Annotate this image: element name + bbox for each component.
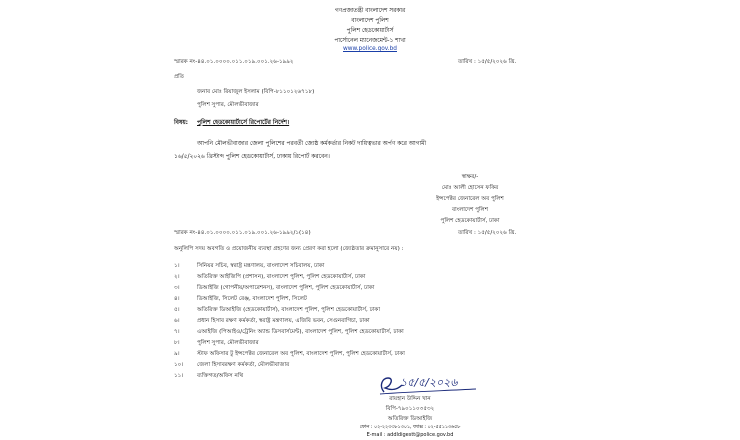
officer-title: অতিরিক্ত ডিআইজি — [387, 416, 433, 422]
to-label: প্রতি — [174, 74, 184, 80]
cc-item: পুলিশ সুপার, মৌলভীবাজার — [197, 340, 259, 346]
cc-number: ৩। — [174, 285, 180, 291]
cc-item: ডিআইজি (গোপনীয়/অপারেশনস), বাংলাদেশ পুলিশ, পুলিশ হেডকোয়ার্টার্স, ঢাকা — [197, 285, 375, 291]
cc-number: ২। — [174, 274, 180, 280]
cc-number: ১০। — [174, 362, 184, 368]
signatory-name: মোঃ আলী হোসেন ফকির — [441, 185, 499, 191]
cc-number: ৪। — [174, 296, 180, 302]
memo-date: তারিখ : ১৫/৫/২০২৬ খ্রি. — [458, 59, 517, 65]
cc-number: ১১। — [174, 373, 184, 379]
body-line-2: ১৬/৫/২০২৬ খ্রিস্টাব্দ পুলিশ হেডকোয়ার্টার্স, ঢাকায় রিপোর্ট করবেন। — [174, 154, 330, 160]
cc-number: ৬। — [174, 318, 180, 324]
cc-number: ৯। — [174, 351, 180, 357]
cc-intro: অনুলিপি সদয় অবগতি ও প্রয়োজনীয় ব্যবস্থা গ্রহণের জন্য প্রেরণ করা হলো (জ্যেষ্ঠতার ক্রমানুসারে নয়) : — [174, 246, 404, 252]
cc-number: ৭। — [174, 329, 180, 335]
recipient-name: জনাব মোঃ রিয়াজুল ইসলাম (বিপি-৮১১০১২৬৭১৮) — [197, 89, 315, 95]
officer-phone: ফোন : ০২-২২৩৩৮১৩০১, ফ্যাক্স : ০২-৫৫১১৩৬৫৮ — [359, 425, 461, 430]
officer-email[interactable]: E-mail : addldigestt@police.gov.bd — [366, 432, 454, 438]
cc-item: জেলা হিসাবরক্ষণ কর্মকর্তা, মৌলভীবাজার — [197, 362, 290, 368]
memo2-date: তারিখ : ১৫/৫/২০২৬ খ্রি. — [458, 230, 517, 236]
branch-name: পার্সোনেল ম্যানেজমেন্ট-১ শাখা — [334, 38, 406, 44]
signatory-place: পুলিশ হেডকোয়ার্টার্স, ঢাকা — [440, 218, 500, 224]
org-name: বাংলাদেশ পুলিশ — [351, 18, 389, 24]
body-line-1: আপনি মৌলভীবাজার জেলা পুলিশের পরবর্তী জ্যেষ্ঠ কর্মকর্তার নিকট দায়িত্বভার অর্পণ করে আগামী — [197, 141, 427, 147]
signed-mark: স্বাক্ষর/- — [461, 174, 479, 180]
cc-item: প্রধান হিসাব রক্ষণ কর্মকর্তা, স্বরাষ্ট্র মন্ত্রণালয়, এজিবি ভবন, সেগুনবাগিচা, ঢাকা — [197, 318, 370, 324]
recipient-designation: পুলিশ সুপার, মৌলভীবাজার — [197, 102, 259, 108]
office-name: পুলিশ হেডকোয়ার্টার্স — [346, 28, 394, 34]
website-link[interactable]: www.police.gov.bd — [343, 46, 397, 52]
cc-item: অতিরিক্ত আইজিপি (প্রশাসন), বাংলাদেশ পুলিশ, পুলিশ হেডকোয়ার্টার্স, ঢাকা — [197, 274, 366, 280]
handwritten-signature — [376, 372, 486, 396]
subject-text: পুলিশ হেডকোয়ার্টার্সে রিপোর্টের নির্দেশ। — [197, 120, 290, 126]
cc-item: সিনিয়র সচিব, স্বরাষ্ট্র মন্ত্রণালয়, বাংলাদেশ সচিবালয়, ঢাকা — [197, 263, 325, 269]
cc-item: স্টাফ অফিসার টু ইন্সপেক্টর জেনারেল অব পুলিশ, বাংলাদেশ পুলিশ, পুলিশ হেডকোয়ার্টার্স, ঢাকা — [197, 351, 405, 357]
memo-number: স্মারক নং-৪৪.০১.০০০০.০১১.০১৯.০০১.২৬-১৯৯২ — [174, 59, 294, 65]
signatory-title: ইন্সপেক্টর জেনারেল অব পুলিশ — [436, 196, 504, 202]
cc-item: এআইজি (পিআইও/ট্রেনিং অ্যান্ড ডিসবার্সমেন্ট), বাংলাদেশ পুলিশ, পুলিশ হেডকোয়ার্টার্স, ঢাকা — [197, 329, 404, 335]
cc-item: অতিরিক্ত ডিআইজি (হেডকোয়ার্টার্স), বাংলাদেশ পুলিশ, পুলিশ হেডকোয়ার্টার্স, ঢাকা — [197, 307, 380, 313]
gov-title: গণপ্রজাতন্ত্রী বাংলাদেশ সরকার — [334, 8, 406, 14]
cc-number: ৫। — [174, 307, 180, 313]
signatory-org: বাংলাদেশ পুলিশ — [451, 207, 489, 213]
subject-label: বিষয়: — [174, 120, 189, 126]
cc-number: ৮। — [174, 340, 180, 346]
cc-item: ডিআইজি, সিলেট রেঞ্জ, বাংলাদেশ পুলিশ, সিলেট — [197, 296, 307, 302]
cc-item: ব্যক্তিগত/অফিস নথি — [197, 373, 244, 379]
officer-bp: বিপি-৭৯০১১০৩৫৩২ — [385, 406, 435, 412]
cc-number: ১। — [174, 263, 180, 269]
officer-name: রায়হান উদ্দিন খান — [389, 396, 431, 402]
memo2-number: স্মারক নং-৪৪.০১.০০০০.০১১.০১৯.০০১.২৬-১৯৯২/১(১৪) — [174, 230, 311, 236]
signature-date: ১৫/৫/২০২৬ — [400, 376, 458, 389]
